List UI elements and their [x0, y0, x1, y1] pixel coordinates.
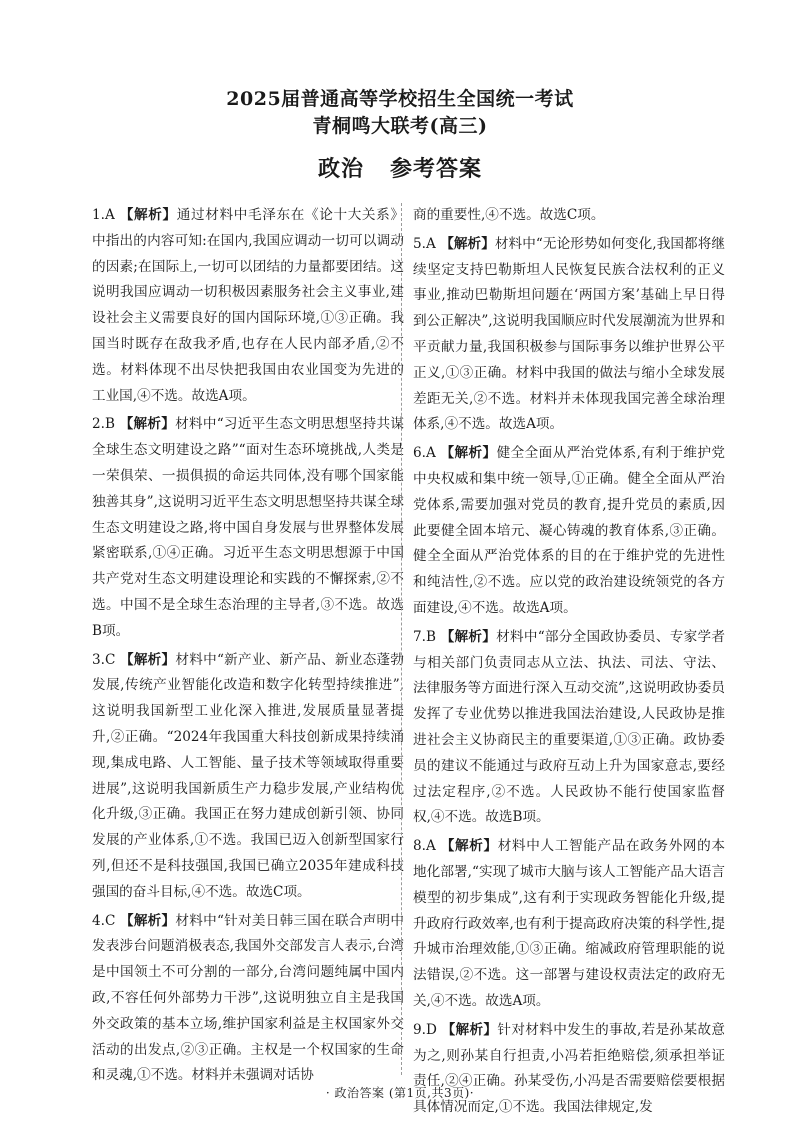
- answer-item: [413, 1018, 725, 1121]
- exam-subtitle: 青桐鸣大联考(高三): [312, 115, 488, 137]
- analysis-tag: 【解析】: [119, 416, 176, 433]
- analysis-tag: 【解析】: [119, 912, 176, 929]
- answer-item: [413, 834, 725, 1015]
- document-header: [0, 86, 800, 184]
- answer-heading: [0, 154, 800, 184]
- analysis-tag: 【解析】: [440, 838, 498, 855]
- answer-text: 材料中“针对美日韩三国在联合声明中发表涉台问题消极表态,我国外交部发言人表示,台湾是中国领土不可分割的一部分,台湾问题纯属中国内政,不容任何外部势力干涉”,这说明独立自主是我国外交政策的基本立场,维护国家利益是主权国家外交活动的出发点,②③正确。主权是一个权国家的生命和灵魂,①不选。材料并未强调对话协: [92, 912, 405, 1084]
- analysis-tag: 【解析】: [441, 1021, 498, 1038]
- subject-label: 政治: [317, 156, 364, 182]
- answer-number: 8.A: [413, 838, 436, 855]
- answer-number: 7.B: [413, 628, 436, 645]
- analysis-tag: 【解析】: [119, 207, 177, 223]
- left-column: [92, 203, 405, 1084]
- answer-text: 针对材料中发生的事故,若是孙某故意为之,则孙某自行担责,小冯若拒绝赔偿,须承担举证责任,②④正确。孙某受伤,小冯是否需要赔偿要根据具体情况而定,①不选。我国法律规定,发: [413, 1021, 725, 1116]
- answer-item: [92, 203, 404, 409]
- analysis-tag: 【解析】: [119, 651, 176, 668]
- answer-item: [413, 232, 725, 438]
- doc-type-label: 参考答案: [390, 156, 483, 182]
- answer-text: 材料中“无论形势如何变化,我国都将继续坚定支持巴勒斯坦人民恢复民族合法权利的正义事业,推动巴勒斯坦问题在‘两国方案’基础上早日得到公正解决”,这说明我国顺应时代发展潮流为世界和平贡献力量,我国积极参与国际事务以维护世界公平正义,①③正确。材料中我国的做法与缩小全球发展差距无关,②不选。材料并未体现我国完善全球治理体系,④不选。故选A项。: [413, 235, 725, 433]
- answer-text: 商的重要性,④不选。故选C项。: [413, 207, 605, 223]
- answer-text: 材料中“新产业、新产品、新业态蓬勃发展,传统产业智能化改造和数字化转型持续推进”,这说明我国新型工业化深入推进,发展质量显著提升,②正确。“2024年我国重大科技创新成果持续涌现,集成电路、人工智能、量子技术等领域取得重要进展”,这说明我国新质生产力稳步发展,产业结构优化升级,③正确。我国正在努力建成创新引领、协同发展的产业体系,①不选。我国已迈入创新型国家行列,但还不是科技强国,我国已确立2035年建成科技强国的奋斗目标,④不选。故选C项。: [92, 651, 405, 900]
- answer-item: [413, 203, 725, 229]
- analysis-tag: 【解析】: [440, 628, 497, 645]
- answer-number: 2.B: [92, 416, 115, 433]
- answer-text: 材料中“习近平生态文明思想坚持共谋全球生态文明建设之路”“面对生态环境挑战,人类是一荣俱荣、一损俱损的命运共同体,没有哪个国家能独善其身”,这说明习近平生态文明思想坚持共谋全球生态文明建设之路,将中国自身发展与世界整体发展紧密联系,①④正确。习近平生态文明思想源于中国共产党对生态文明建设理论和实践的不懈探索,②不选。中国不是全球生态治理的主导者,③不选。故选B项。: [92, 416, 405, 639]
- answer-item: [92, 909, 404, 1090]
- column-divider: [401, 203, 402, 1075]
- answer-text: 健全全面从严治党体系,有利于维护党中央权威和集中统一领导,①正确。健全全面从严治党体系,需要加强对党员的教育,提升党员的素质,因此要健全固本培元、凝心铸魂的教育体系,③正确。健全全面从严治党体系的目的在于维护党的先进性和纯洁性,②不选。应以党的政治建设统领党的各方面建设,④不选。故选A项。: [413, 445, 725, 616]
- right-column: [413, 203, 726, 1116]
- answer-number: 1.A: [92, 207, 115, 223]
- exam-title: 2025届普通高等学校招生全国统一考试: [226, 88, 574, 110]
- page-footer: · 政治答案 (第1页,共3页)·: [325, 1086, 475, 1100]
- answer-item: [413, 625, 725, 831]
- answer-item: [92, 412, 404, 644]
- answer-item: [413, 441, 725, 622]
- answer-text: 材料中“部分全国政协委员、专家学者与相关部门负责同志从立法、执法、司法、守法、法律服务等方面进行深入互动交流”,这说明政协委员发挥了专业优势以推进我国法治建设,人民政协是推进社会主义协商民主的重要渠道,①③正确。政协委员的建议不能通过与政府互动上升为国家意志,要经过法定程序,②不选。人民政协不能行使国家监督权,④不选。故选B项。: [413, 628, 726, 826]
- analysis-tag: 【解析】: [440, 445, 497, 462]
- answer-text: 材料中人工智能产品在政务外网的本地化部署,“实现了城市大脑与该人工智能产品大语言模型的初步集成”,这有利于实现政务智能化升级,提升政府行政效率,也有利于提高政府决策的科学性,提升城市治理效能,①③正确。缩减政府管理职能的说法错误,②不选。这一部署与建设权责法定的政府无关,④不选。故选A项。: [413, 838, 726, 1009]
- answer-number: 4.C: [92, 912, 116, 929]
- answer-number: 6.A: [413, 445, 436, 462]
- answer-number: 5.A: [413, 235, 436, 252]
- answer-text: 通过材料中毛泽东在《论十大关系》中指出的内容可知:在国内,我国应调动一切可以调动的因素;在国际上,一切可以团结的力量都要团结。这说明我国应调动一切积极因素服务社会主义事业,建设社会主义需要良好的国内国际环境,①③正确。我国当时既存在敌我矛盾,也存在人民内部矛盾,②不选。材料体现不出尽快把我国由农业国变为先进的工业国,④不选。故选A项。: [92, 207, 405, 404]
- analysis-tag: 【解析】: [440, 235, 495, 252]
- answer-item: [92, 648, 404, 906]
- answer-number: 3.C: [92, 651, 116, 668]
- answer-number: 9.D: [413, 1021, 437, 1038]
